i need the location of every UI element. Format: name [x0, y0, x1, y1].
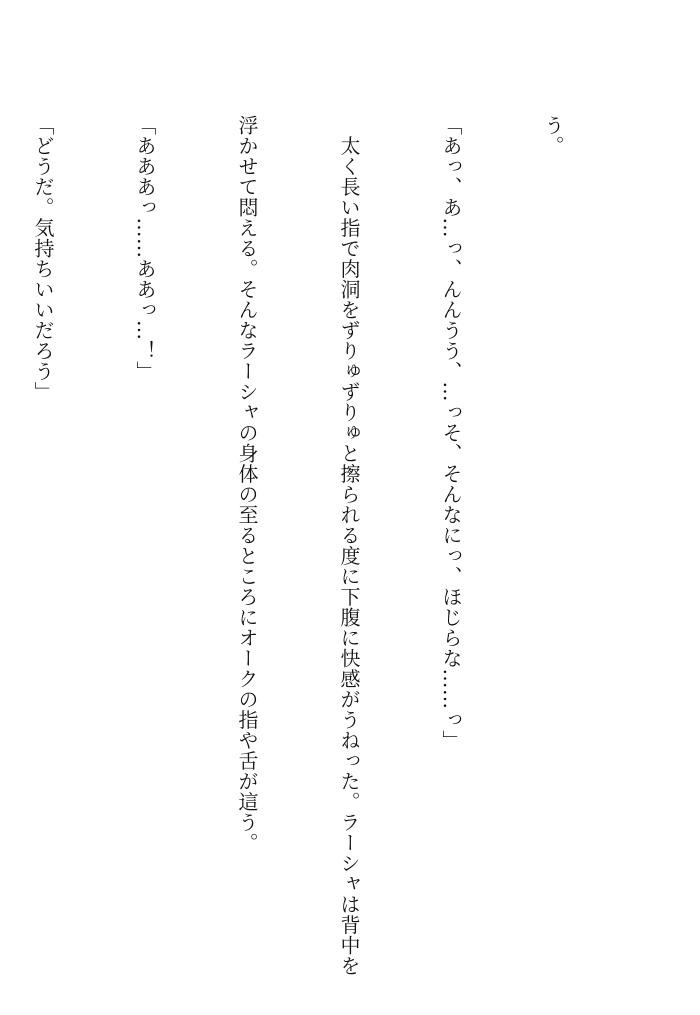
text-line: 「あっ、あ…っ、んんうう、…っそ、そんなにっ、ほじらな……っ」	[439, 115, 463, 751]
text-line: 浮かせて悶える。そんなラーシャの身体の至るところにオークの指や舌が這う。	[235, 115, 259, 853]
text-line: 「あああっ……ああっ…！」	[133, 115, 157, 382]
text-line: 太く長い指で肉洞をずりゅずりゅと擦られる度に下腹に快感がうねった。ラーシャは背中を	[337, 115, 361, 976]
text-line: う。	[541, 115, 565, 156]
text-line: 「どうだ。気持ちいいだろう」	[31, 115, 55, 402]
vertical-text-body	[0, 115, 638, 976]
